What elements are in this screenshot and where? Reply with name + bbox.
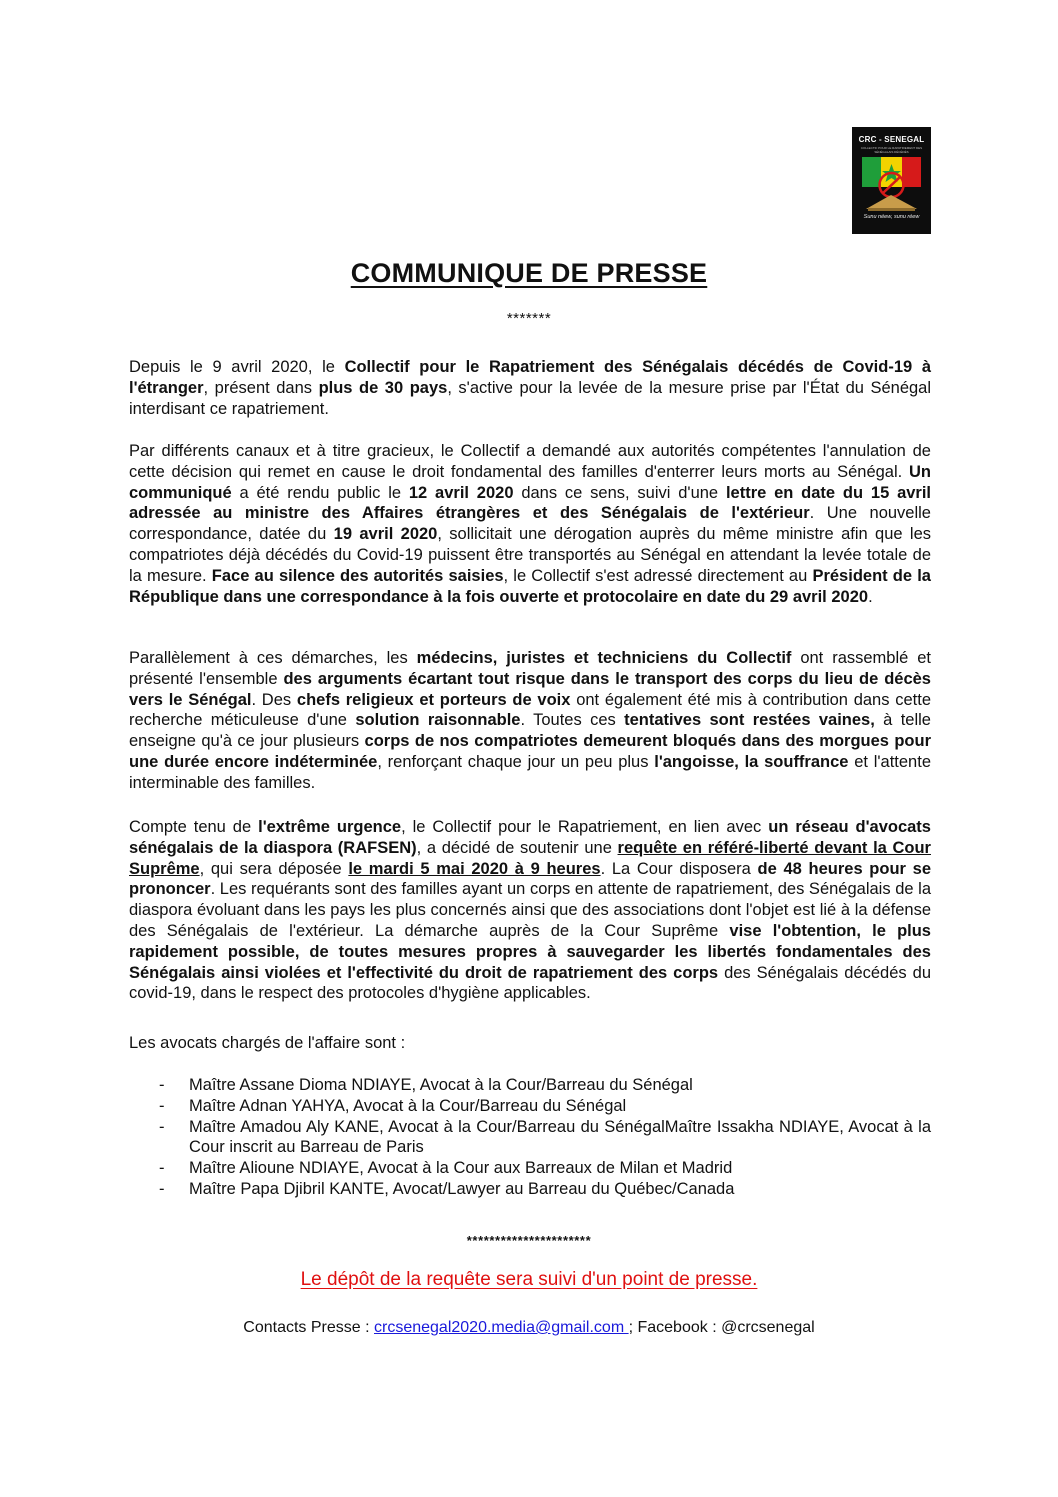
crc-senegal-logo <box>852 127 931 234</box>
p3-segment: ont également été mis à contribution dans cette recherche méticuleuse d'une <box>129 690 931 730</box>
p3-segment: l'angoisse, la souffrance <box>654 752 849 771</box>
p3-segment: des arguments écartant tout risque dans le transport des corps du lieu de décès vers le Sénégal <box>129 669 931 709</box>
p2-segment: communiqué <box>129 483 232 502</box>
paragraph-1 <box>129 357 931 419</box>
p2-segment: 19 avril 2020 <box>333 525 438 544</box>
p2-segment: Président de la République dans une correspondance à la fois ouverte et protocolaire en date du 29 avril 2020 <box>129 566 931 606</box>
p2-segment: . Une nouvelle correspondance, datée du <box>129 504 931 544</box>
p3-segment: solution raisonnable <box>355 711 521 730</box>
p3-segment: à telle enseigne qu'à ce jour plusieurs <box>129 711 931 751</box>
paragraph-4 <box>129 817 931 1004</box>
p4-segment: , a décidé de soutenir une <box>416 838 618 857</box>
p2-segment: lettre en date du 15 avril adressée au ministre des Affaires étrangères et des Sénégalais de l'extérieur <box>129 483 932 523</box>
page-title: COMMUNIQUE DE PRESSE <box>350 258 708 288</box>
list-dash-marker: - <box>159 1179 165 1198</box>
p4-segment: de 48 heures pour se prononcer <box>129 859 931 899</box>
logo-subtitle: COLLECTIF POUR LE RAPATRIEMENT DES SÉNÉGALAIS DÉCÉDÉS <box>860 146 923 154</box>
p2-segment: . <box>868 587 873 606</box>
p3-segment: . Des <box>251 690 297 709</box>
lawyer-name: Maître Papa Djibril KANTE, Avocat/Lawyer au Barreau du Québec/Canada <box>189 1179 735 1198</box>
lawyer-item <box>129 1179 931 1200</box>
closing-announcement: Le dépôt de la requête sera suivi d'un point de presse. <box>300 1269 758 1290</box>
p4-segment: Compte tenu de <box>129 818 259 836</box>
press-contacts <box>0 1319 1058 1337</box>
contacts-prefix: Contacts Presse : <box>243 1319 374 1336</box>
contact-email-link[interactable]: crcsenegal2020.media@gmail.com <box>374 1319 629 1336</box>
p4-segment: vise l'obtention, le plus rapidement possible, de toutes mesures propres à sauvegarder les libertés fondamentales des Sénégalais ainsi violées et l'effectivité du droit de rapatriement des corps <box>129 921 931 982</box>
p4-segment: un réseau d'avocats sénégalais de la diaspora (RAFSEN) <box>129 818 931 857</box>
lawyer-item <box>129 1096 931 1117</box>
p4-segment: le mardi 5 mai 2020 à 9 heures <box>348 859 601 878</box>
paragraph-2 <box>129 441 931 607</box>
p3-segment: et l'attente interminable des familles. <box>129 752 931 792</box>
p2-segment: Par différents canaux et à titre gracieux, le Collectif a demandé aux autorités compétentes l'annulation de cette décision qui remet en cause le droit fondamental des familles d'enterrer leurs morts au Sénégal. <box>129 442 931 481</box>
list-dash-marker: - <box>159 1076 165 1094</box>
lawyer-name: Maître Adnan YAHYA, Avocat à la Cour/Barreau du Sénégal <box>189 1096 627 1115</box>
p3-segment: , renforçant chaque jour un peu plus <box>377 752 655 771</box>
p1-segment: Depuis le 9 avril 2020, le <box>129 358 345 376</box>
p2-segment: , sollicitait une dérogation auprès du même ministre afin que les compatriotes déjà décédés du Covid-19 puissent être transportés au Sénégal en attendant la levée totale de la mesure. <box>129 525 932 585</box>
p1-segment: , présent dans <box>203 378 319 397</box>
p3-segment: médecins, juristes et techniciens du Collectif <box>416 649 792 667</box>
p3-segment: ont rassemblé et présenté l'ensemble <box>129 649 931 688</box>
list-dash-marker: - <box>159 1117 165 1136</box>
paragraph-3 <box>129 648 931 794</box>
list-dash-marker: - <box>159 1159 165 1178</box>
p2-segment: dans ce sens, suivi d'une <box>513 483 726 502</box>
lawyer-item <box>129 1158 931 1179</box>
list-dash-marker: - <box>159 1096 165 1115</box>
logo-emblem-icon <box>856 151 927 213</box>
p1-segment: Collectif pour le Rapatriement des Sénégalais décédés de Covid-19 à l'étranger <box>129 358 931 397</box>
p4-segment: . La Cour disposera <box>600 859 758 878</box>
p4-segment: . Les requérants sont des familles ayant un corps en attente de rapatriement, des Sénégalais de la diaspora évoluant dans les pays les plus concernés ainsi que des associations dont l'objet est lié à la défense des Sénégalais de l'extérieur. La démarche auprès de la Cour Suprême <box>129 880 931 940</box>
p3-segment: chefs religieux et porteurs de voix <box>296 690 571 709</box>
separator-top: ******* <box>506 310 552 327</box>
p2-segment: a été rendu public le <box>231 483 409 502</box>
lawyer-name: Maître Alioune NDIAYE, Avocat à la Cour aux Barreaux de Milan et Madrid <box>189 1159 733 1178</box>
p3-segment: corps de nos compatriotes demeurent bloqués dans des morgues pour une durée encore indéterminée <box>129 732 931 771</box>
p3-segment: Parallèlement à ces démarches, les <box>129 649 417 667</box>
lawyer-item <box>129 1075 931 1096</box>
logo-title: CRC - SENEGAL <box>858 135 925 144</box>
p4-segment: , le Collectif pour le Rapatriement, en lien avec <box>401 818 769 836</box>
p4-segment: l'extrême urgence <box>258 818 402 836</box>
p1-segment: , s'active pour la levée de la mesure prise par l'État du Sénégal interdisant ce rapatriement. <box>129 378 932 418</box>
p2-segment: 12 avril 2020 <box>408 483 514 502</box>
lawyer-name: Maître Amadou Aly KANE, Avocat à la Cour/Barreau du SénégalMaître Issakha NDIAYE, Avocat à la Cour inscrit au Barreau de Paris <box>189 1117 931 1157</box>
p3-segment: tentatives sont restées vaines, <box>624 711 875 730</box>
lawyer-name: Maître Assane Dioma NDIAYE, Avocat à la Cour/Barreau du Sénégal <box>189 1076 693 1094</box>
separator-bottom: ********************** <box>466 1233 592 1248</box>
p4-segment: des Sénégalais décédés du covid-19, dans le respect des protocoles d'hygiène applicables. <box>129 963 931 1003</box>
p4-segment: , qui sera déposée <box>199 859 349 878</box>
logo-motto: Sunu néew, sunu réew <box>863 214 920 220</box>
p2-segment: Un <box>909 462 931 481</box>
paragraph-5: Les avocats chargés de l'affaire sont : <box>129 1034 406 1052</box>
p2-segment: Face au silence des autorités saisies <box>211 566 504 585</box>
p2-segment: , le Collectif s'est adressé directement au <box>503 566 813 585</box>
lawyer-item <box>129 1117 931 1159</box>
p3-segment: . Toutes ces <box>520 711 625 730</box>
contacts-facebook: ; Facebook : @crcsenegal <box>628 1319 815 1336</box>
p4-segment: requête en référé-liberté devant la Cour Suprême <box>129 838 931 878</box>
p1-segment: plus de 30 pays <box>318 378 448 397</box>
lawyers-list <box>129 1075 931 1200</box>
